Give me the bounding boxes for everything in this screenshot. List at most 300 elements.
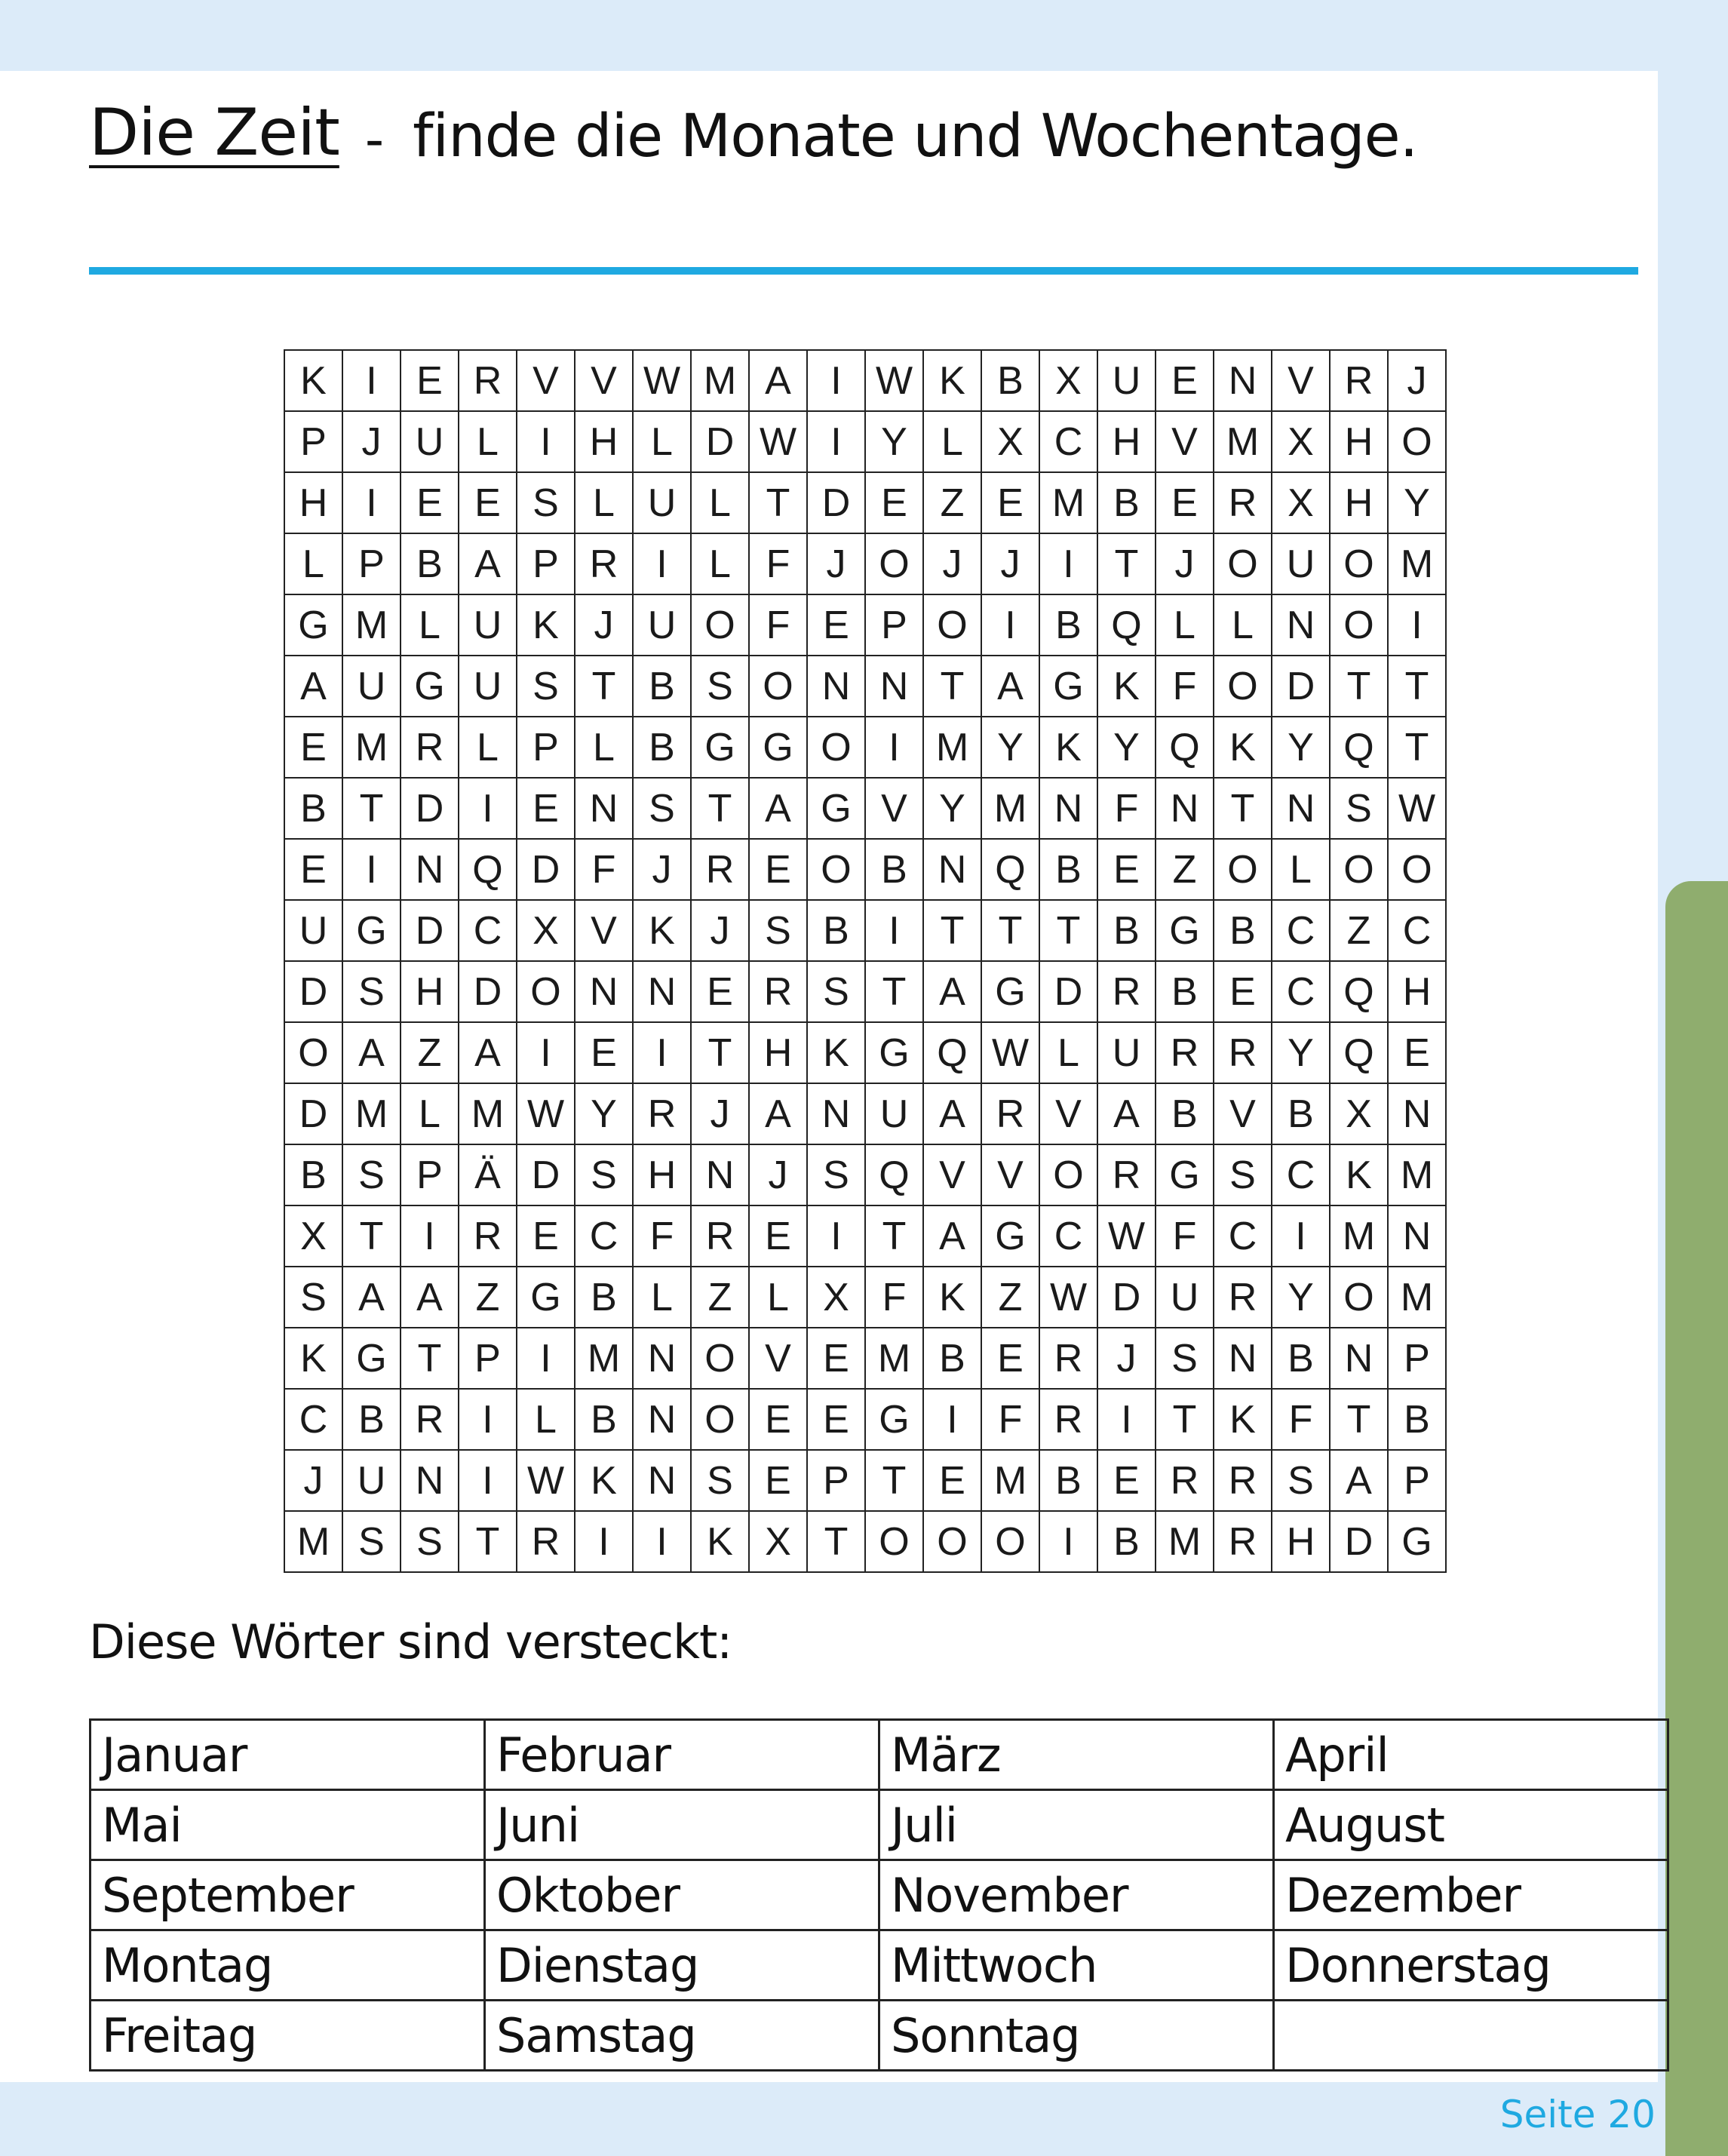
grid-letter: M <box>1388 533 1446 594</box>
grid-letter: R <box>1039 1328 1097 1389</box>
grid-row <box>284 350 1446 411</box>
grid-letter: R <box>1214 1511 1272 1572</box>
grid-letter: E <box>1097 1450 1156 1511</box>
grid-letter: A <box>923 1205 981 1267</box>
grid-letter: C <box>459 900 517 961</box>
grid-letter: U <box>1097 1022 1156 1083</box>
grid-letter: B <box>1039 839 1097 900</box>
grid-letter: D <box>517 839 575 900</box>
grid-letter: S <box>1272 1450 1330 1511</box>
grid-letter: I <box>865 717 923 778</box>
grid-letter: U <box>633 472 691 533</box>
grid-letter: A <box>749 350 807 411</box>
grid-letter: O <box>749 656 807 717</box>
grid-letter: T <box>807 1511 865 1572</box>
grid-letter: Q <box>1156 717 1214 778</box>
grid-letter: I <box>807 350 865 411</box>
grid-letter: O <box>807 839 865 900</box>
grid-letter: R <box>1214 472 1272 533</box>
grid-letter: E <box>401 472 459 533</box>
grid-letter: U <box>459 594 517 656</box>
page-subtitle: finde die Monate und Wochentage. <box>413 103 1418 170</box>
grid-letter: W <box>1097 1205 1156 1267</box>
grid-letter: O <box>1330 594 1388 656</box>
grid-letter: F <box>981 1389 1039 1450</box>
grid-letter: E <box>1388 1022 1446 1083</box>
grid-letter: E <box>807 594 865 656</box>
grid-letter: I <box>633 1022 691 1083</box>
grid-letter: O <box>923 1511 981 1572</box>
grid-row <box>284 900 1446 961</box>
grid-row <box>284 1144 1446 1205</box>
grid-letter: S <box>1214 1144 1272 1205</box>
grid-letter: F <box>749 533 807 594</box>
grid-letter: S <box>1330 778 1388 839</box>
grid-letter: G <box>691 717 749 778</box>
grid-letter: G <box>1156 1144 1214 1205</box>
grid-letter: O <box>284 1022 342 1083</box>
grid-letter: B <box>575 1389 633 1450</box>
grid-letter: E <box>749 839 807 900</box>
grid-letter: Y <box>865 411 923 472</box>
grid-letter: S <box>342 961 401 1022</box>
grid-letter: I <box>459 778 517 839</box>
grid-letter: N <box>1272 778 1330 839</box>
grid-letter: I <box>459 1389 517 1450</box>
grid-letter: Z <box>1156 839 1214 900</box>
word-list-table <box>89 1718 1669 2072</box>
grid-letter: L <box>401 1083 459 1144</box>
grid-letter: U <box>401 411 459 472</box>
grid-letter: E <box>981 1328 1039 1389</box>
grid-letter: E <box>865 472 923 533</box>
grid-letter: W <box>981 1022 1039 1083</box>
grid-letter: N <box>401 1450 459 1511</box>
grid-letter: X <box>1330 1083 1388 1144</box>
grid-letter: H <box>1388 961 1446 1022</box>
grid-letter: N <box>807 1083 865 1144</box>
grid-letter: P <box>517 533 575 594</box>
grid-letter: O <box>1330 1267 1388 1328</box>
grid-letter: E <box>749 1450 807 1511</box>
word-cell: Juli <box>879 1790 1274 1860</box>
grid-letter: F <box>633 1205 691 1267</box>
grid-letter: N <box>691 1144 749 1205</box>
grid-letter: L <box>459 411 517 472</box>
grid-letter: T <box>1330 1389 1388 1450</box>
grid-letter: T <box>401 1328 459 1389</box>
grid-letter: O <box>1388 839 1446 900</box>
grid-letter: I <box>1272 1205 1330 1267</box>
word-cell: November <box>879 1860 1274 1930</box>
word-cell: Oktober <box>485 1860 879 1930</box>
grid-letter: S <box>807 961 865 1022</box>
grid-letter: A <box>923 1083 981 1144</box>
grid-letter: B <box>401 533 459 594</box>
grid-letter: N <box>575 778 633 839</box>
grid-letter: M <box>1156 1511 1214 1572</box>
grid-letter: Y <box>1388 472 1446 533</box>
grid-letter: L <box>1272 839 1330 900</box>
grid-letter: N <box>1272 594 1330 656</box>
grid-letter: G <box>342 900 401 961</box>
word-cell: Dezember <box>1274 1860 1668 1930</box>
grid-letter: M <box>1388 1267 1446 1328</box>
grid-letter: B <box>284 778 342 839</box>
grid-row <box>284 594 1446 656</box>
grid-letter: I <box>981 594 1039 656</box>
grid-letter: G <box>1388 1511 1446 1572</box>
grid-letter: U <box>865 1083 923 1144</box>
grid-letter: J <box>807 533 865 594</box>
grid-letter: A <box>459 533 517 594</box>
grid-letter: T <box>1039 900 1097 961</box>
grid-letter: S <box>575 1144 633 1205</box>
word-cell: Donnerstag <box>1274 1930 1668 2001</box>
grid-letter: T <box>1097 533 1156 594</box>
grid-letter: J <box>1097 1328 1156 1389</box>
grid-letter: S <box>749 900 807 961</box>
grid-letter: V <box>1272 350 1330 411</box>
grid-letter: S <box>284 1267 342 1328</box>
grid-letter: F <box>749 594 807 656</box>
grid-letter: C <box>1214 1205 1272 1267</box>
grid-letter: R <box>749 961 807 1022</box>
grid-letter: O <box>981 1511 1039 1572</box>
grid-letter: R <box>1039 1389 1097 1450</box>
grid-letter: R <box>401 717 459 778</box>
grid-letter: M <box>459 1083 517 1144</box>
grid-letter: L <box>923 411 981 472</box>
grid-letter: J <box>633 839 691 900</box>
word-cell: März <box>879 1720 1274 1790</box>
grid-row <box>284 839 1446 900</box>
grid-letter: D <box>691 411 749 472</box>
grid-letter: R <box>1097 1144 1156 1205</box>
grid-letter: B <box>1272 1083 1330 1144</box>
grid-letter: I <box>1388 594 1446 656</box>
grid-letter: I <box>1039 533 1097 594</box>
grid-letter: N <box>1388 1205 1446 1267</box>
grid-letter: N <box>575 961 633 1022</box>
grid-letter: I <box>807 411 865 472</box>
grid-letter: S <box>807 1144 865 1205</box>
grid-letter: L <box>1039 1022 1097 1083</box>
grid-letter: T <box>1214 778 1272 839</box>
grid-letter: D <box>284 1083 342 1144</box>
grid-letter: V <box>749 1328 807 1389</box>
grid-letter: B <box>1272 1328 1330 1389</box>
grid-row <box>284 411 1446 472</box>
grid-letter: A <box>749 778 807 839</box>
word-cell: Samstag <box>485 2001 879 2071</box>
grid-letter: V <box>1214 1083 1272 1144</box>
grid-letter: E <box>575 1022 633 1083</box>
grid-letter: J <box>575 594 633 656</box>
grid-letter: H <box>633 1144 691 1205</box>
grid-letter: C <box>1272 900 1330 961</box>
grid-letter: N <box>1388 1083 1446 1144</box>
grid-letter: M <box>284 1511 342 1572</box>
grid-letter: O <box>517 961 575 1022</box>
grid-letter: A <box>981 656 1039 717</box>
grid-letter: V <box>923 1144 981 1205</box>
grid-letter: R <box>459 1205 517 1267</box>
grid-letter: E <box>517 778 575 839</box>
grid-letter: D <box>1272 656 1330 717</box>
grid-letter: A <box>284 656 342 717</box>
grid-letter: K <box>1097 656 1156 717</box>
grid-letter: B <box>1039 594 1097 656</box>
grid-letter: Z <box>981 1267 1039 1328</box>
word-cell: August <box>1274 1790 1668 1860</box>
grid-letter: L <box>459 717 517 778</box>
word-cell: September <box>91 1860 485 1930</box>
grid-letter: E <box>459 472 517 533</box>
grid-letter: N <box>865 656 923 717</box>
grid-letter: L <box>401 594 459 656</box>
grid-letter: V <box>1156 411 1214 472</box>
grid-letter: A <box>342 1267 401 1328</box>
grid-letter: X <box>807 1267 865 1328</box>
grid-letter: M <box>691 350 749 411</box>
grid-letter: K <box>284 350 342 411</box>
grid-letter: J <box>1388 350 1446 411</box>
grid-letter: H <box>1097 411 1156 472</box>
grid-letter: J <box>1156 533 1214 594</box>
word-list-row <box>91 1860 1668 1930</box>
grid-letter: Q <box>1330 961 1388 1022</box>
grid-letter: O <box>807 717 865 778</box>
grid-letter: Ä <box>459 1144 517 1205</box>
word-cell: Montag <box>91 1930 485 2001</box>
word-list-row <box>91 2001 1668 2071</box>
grid-letter: E <box>749 1205 807 1267</box>
grid-letter: U <box>342 656 401 717</box>
grid-letter: X <box>1039 350 1097 411</box>
grid-letter: T <box>342 1205 401 1267</box>
grid-letter: J <box>284 1450 342 1511</box>
grid-letter: B <box>633 656 691 717</box>
grid-letter: L <box>691 472 749 533</box>
grid-letter: J <box>691 1083 749 1144</box>
grid-letter: L <box>284 533 342 594</box>
grid-letter: L <box>575 717 633 778</box>
grid-letter: R <box>1214 1267 1272 1328</box>
grid-letter: G <box>981 961 1039 1022</box>
grid-letter: C <box>1039 1205 1097 1267</box>
grid-letter: O <box>691 594 749 656</box>
grid-letter: M <box>865 1328 923 1389</box>
grid-letter: R <box>517 1511 575 1572</box>
grid-letter: R <box>1214 1450 1272 1511</box>
grid-letter: R <box>691 1205 749 1267</box>
grid-letter: T <box>459 1511 517 1572</box>
grid-letter: K <box>923 1267 981 1328</box>
grid-letter: N <box>1214 1328 1272 1389</box>
grid-letter: L <box>749 1267 807 1328</box>
grid-letter: T <box>1330 656 1388 717</box>
grid-letter: K <box>923 350 981 411</box>
grid-letter: B <box>1097 1511 1156 1572</box>
grid-letter: A <box>749 1083 807 1144</box>
grid-letter: G <box>807 778 865 839</box>
grid-letter: L <box>633 1267 691 1328</box>
grid-row <box>284 1389 1446 1450</box>
grid-letter: R <box>633 1083 691 1144</box>
grid-letter: B <box>923 1328 981 1389</box>
grid-letter: P <box>1388 1328 1446 1389</box>
grid-letter: W <box>517 1450 575 1511</box>
grid-letter: T <box>865 1450 923 1511</box>
grid-letter: H <box>1272 1511 1330 1572</box>
grid-letter: D <box>459 961 517 1022</box>
grid-letter: B <box>981 350 1039 411</box>
grid-letter: E <box>749 1389 807 1450</box>
grid-letter: D <box>1330 1511 1388 1572</box>
grid-row <box>284 533 1446 594</box>
grid-letter: N <box>923 839 981 900</box>
grid-letter: O <box>1330 533 1388 594</box>
grid-letter: M <box>1388 1144 1446 1205</box>
word-cell: Mittwoch <box>879 1930 1274 2001</box>
grid-letter: R <box>1156 1450 1214 1511</box>
grid-letter: V <box>981 1144 1039 1205</box>
grid-row <box>284 778 1446 839</box>
grid-letter: J <box>923 533 981 594</box>
grid-letter: Q <box>459 839 517 900</box>
grid-letter: M <box>981 1450 1039 1511</box>
grid-row <box>284 1450 1446 1511</box>
grid-letter: G <box>342 1328 401 1389</box>
grid-letter: X <box>749 1511 807 1572</box>
grid-letter: E <box>517 1205 575 1267</box>
grid-letter: W <box>633 350 691 411</box>
grid-letter: O <box>691 1389 749 1450</box>
grid-letter: B <box>284 1144 342 1205</box>
grid-letter: N <box>1330 1328 1388 1389</box>
grid-letter: N <box>401 839 459 900</box>
grid-letter: E <box>1156 472 1214 533</box>
grid-letter: H <box>401 961 459 1022</box>
grid-letter: X <box>981 411 1039 472</box>
grid-letter: B <box>1156 1083 1214 1144</box>
grid-letter: B <box>342 1389 401 1450</box>
side-tab <box>1665 881 1728 2156</box>
grid-letter: Y <box>923 778 981 839</box>
grid-letter: P <box>865 594 923 656</box>
grid-letter: O <box>865 1511 923 1572</box>
grid-letter: T <box>342 778 401 839</box>
grid-letter: P <box>459 1328 517 1389</box>
grid-letter: M <box>1039 472 1097 533</box>
grid-letter: U <box>284 900 342 961</box>
grid-letter: B <box>1156 961 1214 1022</box>
grid-letter: C <box>1272 961 1330 1022</box>
grid-letter: H <box>749 1022 807 1083</box>
grid-letter: M <box>342 717 401 778</box>
grid-letter: R <box>981 1083 1039 1144</box>
grid-letter: O <box>1330 839 1388 900</box>
grid-letter: H <box>284 472 342 533</box>
word-cell: Februar <box>485 1720 879 1790</box>
grid-letter: G <box>401 656 459 717</box>
grid-letter: G <box>517 1267 575 1328</box>
page-title: Die Zeit <box>89 95 339 170</box>
grid-row <box>284 1083 1446 1144</box>
grid-letter: Y <box>1272 1022 1330 1083</box>
grid-letter: Y <box>981 717 1039 778</box>
grid-letter: T <box>865 1205 923 1267</box>
grid-letter: D <box>284 961 342 1022</box>
grid-letter: R <box>401 1389 459 1450</box>
grid-row <box>284 1205 1446 1267</box>
grid-letter: S <box>691 1450 749 1511</box>
grid-letter: K <box>691 1511 749 1572</box>
grid-letter: S <box>342 1511 401 1572</box>
grid-letter: I <box>1097 1389 1156 1450</box>
grid-letter: K <box>1214 1389 1272 1450</box>
grid-letter: Y <box>1272 1267 1330 1328</box>
divider-rule <box>89 267 1638 275</box>
grid-letter: B <box>575 1267 633 1328</box>
page-number: Seite 20 <box>1499 2093 1656 2136</box>
grid-letter: T <box>1388 656 1446 717</box>
grid-letter: U <box>633 594 691 656</box>
grid-letter: D <box>401 900 459 961</box>
grid-letter: K <box>807 1022 865 1083</box>
grid-letter: I <box>923 1389 981 1450</box>
grid-letter: W <box>1039 1267 1097 1328</box>
grid-letter: T <box>1156 1389 1214 1450</box>
title-separator: - <box>364 109 385 170</box>
grid-letter: X <box>1272 472 1330 533</box>
grid-letter: M <box>981 778 1039 839</box>
grid-letter: I <box>517 411 575 472</box>
grid-letter: J <box>691 900 749 961</box>
grid-letter: F <box>1156 656 1214 717</box>
grid-letter: E <box>284 717 342 778</box>
grid-letter: S <box>633 778 691 839</box>
grid-letter: M <box>575 1328 633 1389</box>
grid-letter: G <box>1039 656 1097 717</box>
grid-letter: V <box>575 900 633 961</box>
grid-letter: I <box>459 1450 517 1511</box>
grid-letter: O <box>1214 533 1272 594</box>
grid-letter: J <box>981 533 1039 594</box>
word-cell: Mai <box>91 1790 485 1860</box>
grid-letter: D <box>401 778 459 839</box>
grid-letter: N <box>633 1389 691 1450</box>
grid-letter: T <box>981 900 1039 961</box>
grid-letter: U <box>1097 350 1156 411</box>
grid-letter: W <box>865 350 923 411</box>
grid-letter: Q <box>981 839 1039 900</box>
grid-letter: S <box>401 1511 459 1572</box>
grid-letter: A <box>459 1022 517 1083</box>
grid-letter: S <box>517 472 575 533</box>
grid-letter: R <box>691 839 749 900</box>
grid-letter: P <box>807 1450 865 1511</box>
grid-letter: I <box>807 1205 865 1267</box>
grid-letter: L <box>1156 594 1214 656</box>
grid-letter: I <box>633 533 691 594</box>
grid-letter: L <box>633 411 691 472</box>
grid-letter: V <box>575 350 633 411</box>
grid-letter: Q <box>865 1144 923 1205</box>
grid-letter: Q <box>923 1022 981 1083</box>
grid-letter: A <box>1097 1083 1156 1144</box>
